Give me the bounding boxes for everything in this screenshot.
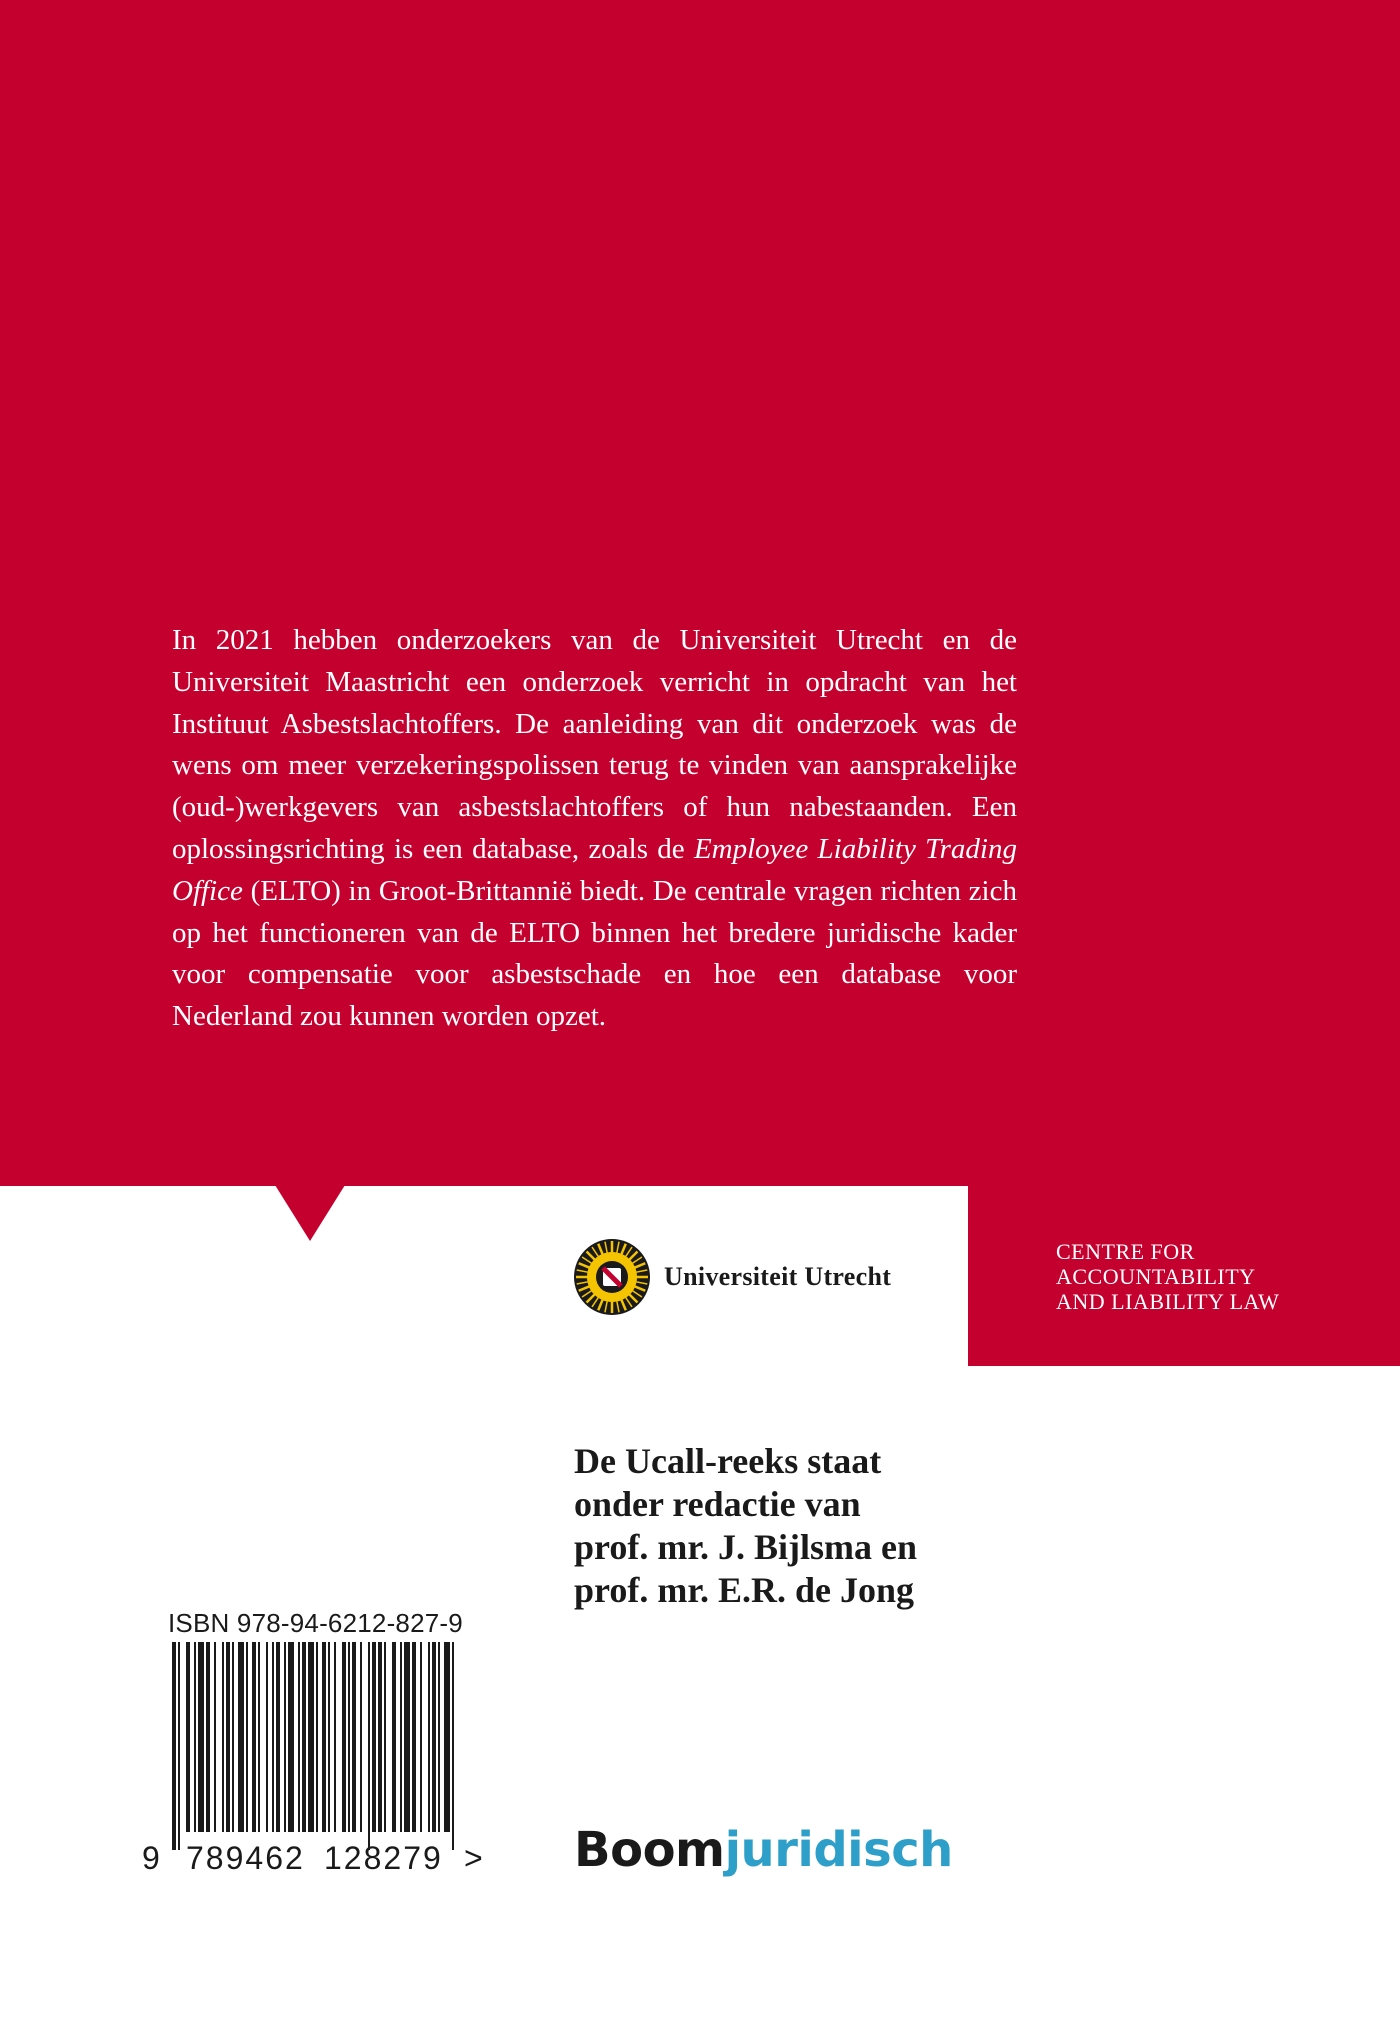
barcode-bar bbox=[198, 1642, 204, 1832]
barcode-bar bbox=[272, 1642, 274, 1832]
barcode-bar bbox=[432, 1642, 436, 1832]
back-cover-blurb bbox=[172, 620, 1017, 1038]
barcode-bar bbox=[194, 1642, 196, 1832]
barcode-bar bbox=[222, 1642, 224, 1832]
barcode-bar bbox=[328, 1642, 330, 1832]
barcode-bar bbox=[316, 1642, 318, 1832]
barcode-bar bbox=[232, 1642, 234, 1832]
isbn-barcode bbox=[168, 1642, 458, 1850]
barcode-bar bbox=[178, 1642, 180, 1850]
barcode-bar bbox=[206, 1642, 210, 1832]
barcode-bar bbox=[342, 1642, 346, 1832]
universiteit-utrecht-logo bbox=[572, 1234, 891, 1320]
barcode-bar bbox=[334, 1642, 336, 1832]
series-editors bbox=[574, 1440, 917, 1612]
barcode-bar bbox=[226, 1642, 230, 1832]
barcode-bar bbox=[404, 1642, 410, 1832]
barcode-bar bbox=[322, 1642, 326, 1832]
editors-line: onder redactie van bbox=[574, 1484, 861, 1524]
barcode-bar bbox=[438, 1642, 440, 1832]
speech-pointer bbox=[275, 1185, 345, 1241]
barcode-bar bbox=[428, 1642, 430, 1832]
barcode-bar bbox=[276, 1642, 280, 1832]
barcode-bar bbox=[384, 1642, 386, 1832]
barcode-bar bbox=[420, 1642, 422, 1832]
barcode-bar bbox=[352, 1642, 356, 1832]
barcode-bar bbox=[186, 1642, 190, 1832]
publisher-name-part2: juridisch bbox=[724, 1822, 953, 1878]
barcode-bar bbox=[284, 1642, 286, 1832]
publisher-name-part1: Boom bbox=[574, 1822, 725, 1878]
barcode-bar bbox=[298, 1642, 300, 1832]
utrecht-sun-emblem-icon bbox=[572, 1237, 652, 1317]
ucall-name bbox=[1056, 1239, 1279, 1314]
barcode-bar bbox=[378, 1642, 382, 1832]
editors-line: De Ucall-reeks staat bbox=[574, 1441, 882, 1481]
editors-line: prof. mr. J. Bijlsma en bbox=[574, 1527, 918, 1567]
barcode-bar bbox=[172, 1642, 176, 1850]
barcode-bar bbox=[400, 1642, 402, 1832]
barcode-bar bbox=[444, 1642, 450, 1832]
publisher-logo bbox=[574, 1822, 953, 1878]
editors-line: prof. mr. E.R. de Jong bbox=[574, 1570, 915, 1610]
barcode-quiet-zone-mark: > bbox=[464, 1840, 483, 1876]
barcode-bar bbox=[412, 1642, 416, 1832]
barcode-bar bbox=[452, 1642, 454, 1850]
ucall-logo-block bbox=[968, 1186, 1400, 1366]
barcode-bar bbox=[246, 1642, 248, 1832]
barcode-bar bbox=[308, 1642, 314, 1832]
barcode-digits-left: 789462 bbox=[186, 1840, 305, 1876]
isbn-label: ISBN 978-94-6212-827-9 bbox=[168, 1608, 463, 1638]
ucall-line: ACCOUNTABILITY bbox=[1056, 1264, 1256, 1289]
blurb-text-part2: (ELTO) in Groot-Brittannië biedt. De centrale vragen richten zich op het functioneren van de ELTO binnen het bredere juridische kader voor compensatie voor asbestschade en hoe een database voor Nederland zou kunnen worden opzet. bbox=[172, 874, 1017, 1033]
barcode-bar bbox=[360, 1642, 362, 1832]
barcode-bar bbox=[348, 1642, 350, 1832]
barcode-bar bbox=[302, 1642, 306, 1832]
barcode-bar bbox=[238, 1642, 244, 1832]
ucall-line: AND LIABILITY LAW bbox=[1056, 1289, 1280, 1314]
barcode-bar bbox=[252, 1642, 256, 1832]
blurb-italic-title: Employee Liability Trading Office bbox=[172, 832, 1017, 907]
barcode-bar bbox=[368, 1642, 370, 1850]
barcode-bar bbox=[288, 1642, 294, 1832]
barcode-first-digit: 9 bbox=[142, 1840, 160, 1876]
barcode-digits-right: 128279 bbox=[324, 1840, 443, 1876]
barcode-bar bbox=[214, 1642, 216, 1832]
barcode-bar bbox=[258, 1642, 260, 1832]
barcode-bar bbox=[266, 1642, 268, 1832]
blurb-text-part1: In 2021 hebben onderzoekers van de Universiteit Utrecht en de Universiteit Maastricht een onderzoek verricht in opdracht van het Instituut Asbestslachtoffers. De aanleiding van dit onderzoek was de wens om meer verzekeringspolissen terug te vinden van aansprakelijke (oud-)werkgevers van asbestslachtoffers of hun nabestaanden. Een oplossingsrichting is een database, zoals de bbox=[172, 624, 1017, 865]
university-name: Universiteit Utrecht bbox=[664, 1262, 892, 1291]
ucall-line: CENTRE FOR bbox=[1056, 1239, 1195, 1264]
barcode-bar bbox=[372, 1642, 376, 1832]
barcode-bar bbox=[392, 1642, 396, 1832]
